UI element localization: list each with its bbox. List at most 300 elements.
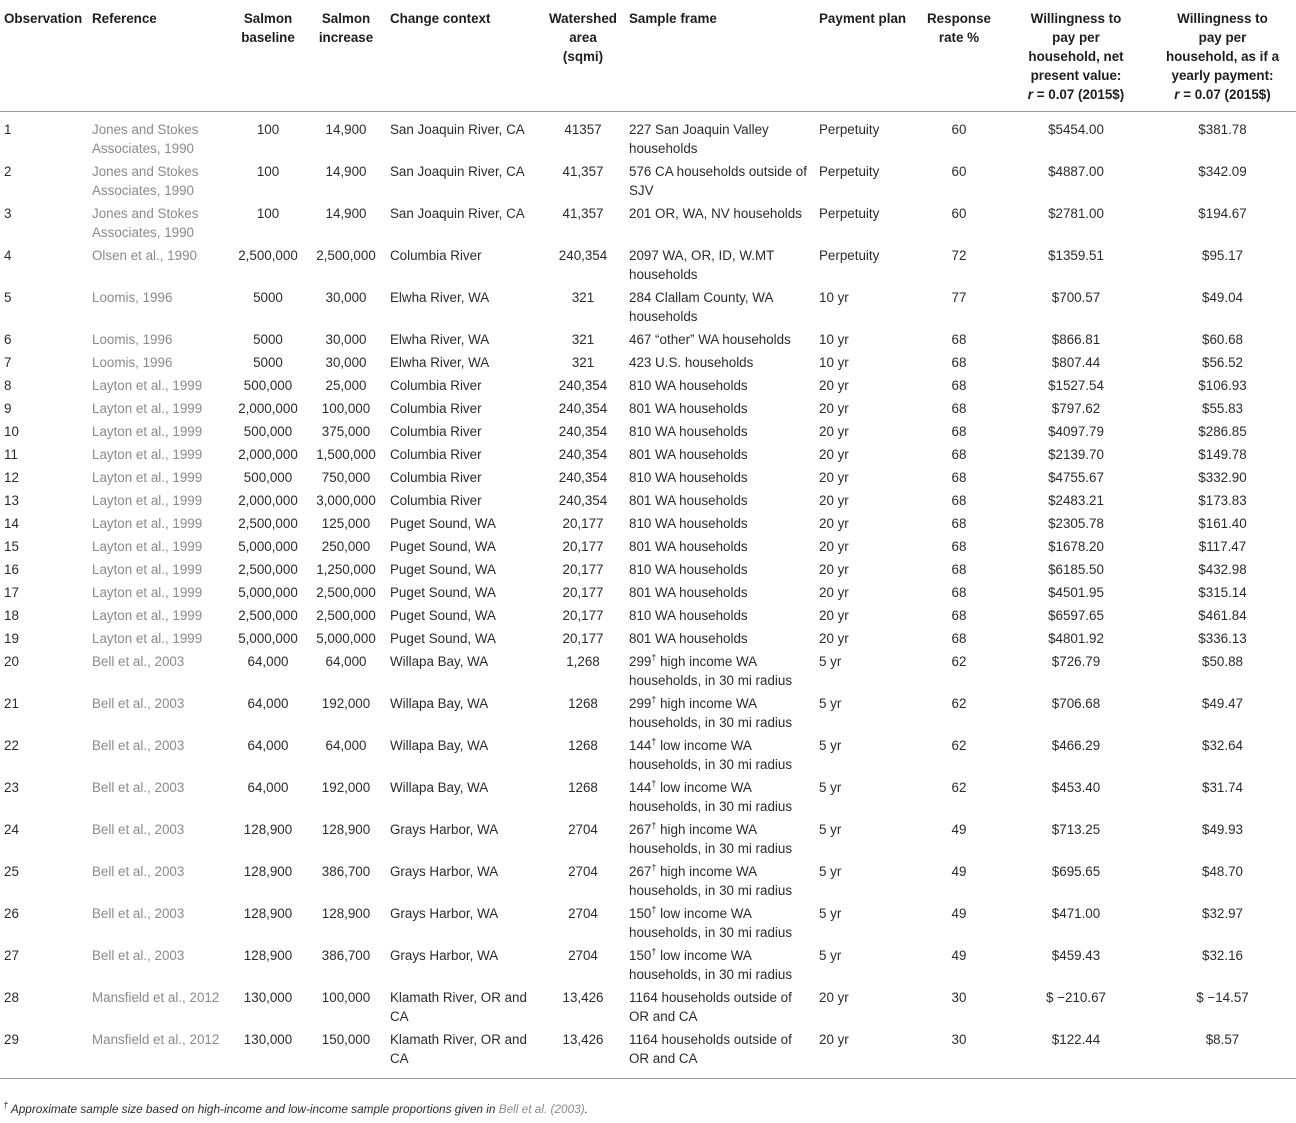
cell-change-context: Elwha River, WA [390,332,490,347]
cell-watershed-area: 1268 [568,780,598,795]
cell-reference[interactable]: Layton et al., 1999 [92,608,203,623]
dagger-mark: † [651,736,657,747]
dagger-mark: † [651,694,657,705]
cell-sample-frame [625,162,815,204]
cell-salmon-increase: 1,500,000 [316,447,376,462]
cell-reference[interactable]: Bell et al., 2003 [92,696,185,711]
cell-change-context: Willapa Bay, WA [390,696,489,711]
sample-frame-text: 150 [629,906,652,921]
cell-observation: 8 [4,378,12,393]
cell-salmon-increase: 125,000 [321,516,371,531]
cell-wtp-yearly: $286.85 [1198,424,1247,439]
cell-sample-frame [625,537,815,560]
cell-observation: 3 [4,206,12,221]
table-row [0,988,1296,1030]
cell-wtp-npv: $466.29 [1051,738,1101,753]
cell-response-rate: 68 [951,562,967,577]
cell-salmon-baseline: 2,500,000 [238,608,298,623]
sample-frame-text: 144 [629,780,652,795]
cell-wtp-npv: $6185.50 [1048,562,1104,577]
cell-watershed-area: 321 [571,290,595,305]
cell-wtp-yearly: $32.16 [1202,948,1243,963]
sample-frame-text: 810 WA households [629,608,748,623]
cell-reference[interactable]: Layton et al., 1999 [92,378,203,393]
cell-salmon-increase: 375,000 [321,424,371,439]
cell-wtp-yearly: $56.52 [1202,355,1243,370]
sample-frame-text: 801 WA households [629,401,748,416]
cell-payment-plan: 5 yr [819,780,842,795]
sample-frame-text: 810 WA households [629,562,748,577]
cell-salmon-increase: 14,900 [325,206,367,221]
cell-reference[interactable]: Layton et al., 1999 [92,447,203,462]
cell-salmon-increase: 2,500,000 [316,608,376,623]
cell-reference[interactable]: Bell et al., 2003 [92,654,185,669]
cell-wtp-npv: $4887.00 [1048,164,1104,179]
cell-reference[interactable]: Layton et al., 1999 [92,631,203,646]
cell-salmon-increase: 250,000 [321,539,371,554]
cell-wtp-npv: $2139.70 [1048,447,1104,462]
cell-payment-plan: 20 yr [819,631,849,646]
sample-frame-text: 201 OR, WA, NV households [629,206,802,221]
cell-salmon-increase: 128,900 [321,906,371,921]
table-row [0,353,1296,376]
cell-wtp-yearly: $342.09 [1198,164,1247,179]
cell-watershed-area: 13,426 [541,1030,625,1079]
cell-wtp-npv: $459.43 [1051,948,1101,963]
cell-salmon-increase: 192,000 [321,780,371,795]
cell-reference[interactable]: Bell et al., 2003 [92,906,185,921]
dagger-mark: † [651,820,657,831]
cell-watershed-area: 240,354 [558,493,608,508]
table-row [0,778,1296,820]
cell-wtp-npv: $1527.54 [1048,378,1104,393]
cell-response-rate: 68 [951,424,967,439]
cell-change-context: Elwha River, WA [390,290,490,305]
sample-frame-text: 801 WA households [629,493,748,508]
footnote-dagger: † [3,1100,9,1111]
cell-salmon-increase: 2,500,000 [316,248,376,263]
cell-wtp-yearly: $161.40 [1198,516,1247,531]
cell-salmon-baseline: 2,000,000 [238,401,298,416]
cell-wtp-yearly: $194.67 [1198,206,1247,221]
cell-response-rate: 62 [951,738,967,753]
cell-observation: 5 [4,290,12,305]
table-body [0,112,1296,1079]
sample-frame-text-rest: high income WA households, in 30 mi radius [629,654,793,688]
cell-salmon-increase: 386,700 [321,864,371,879]
cell-response-rate: 62 [951,654,967,669]
cell-salmon-baseline: 128,900 [243,822,293,837]
cell-reference[interactable]: Layton et al., 1999 [92,539,203,554]
cell-observation: 20 [4,654,19,669]
cell-salmon-baseline: 5000 [253,290,283,305]
cell-sample-frame [625,204,815,246]
table-row [0,162,1296,204]
cell-wtp-yearly: $48.70 [1202,864,1243,879]
cell-salmon-baseline: 5,000,000 [238,631,298,646]
cell-response-rate: 77 [951,290,967,305]
cell-wtp-yearly: $315.14 [1198,585,1247,600]
cell-sample-frame [625,246,815,288]
cell-response-rate: 68 [951,585,967,600]
cell-salmon-baseline: 100 [256,122,280,137]
header-sample-frame: Sample frame [625,0,815,112]
cell-watershed-area: 240,354 [558,378,608,393]
table-row [0,514,1296,537]
cell-reference[interactable]: Loomis, 1996 [92,290,173,305]
sample-frame-text: 1164 households outside of OR and CA [629,990,792,1024]
cell-change-context: Columbia River [390,493,482,508]
cell-wtp-npv: $866.81 [1051,332,1101,347]
cell-sample-frame [625,468,815,491]
cell-salmon-increase: 150,000 [306,1030,386,1079]
cell-wtp-npv: $122.44 [1003,1030,1149,1079]
cell-response-rate: 30 [915,1030,1003,1079]
cell-watershed-area: 41,357 [562,206,604,221]
cell-wtp-yearly: $106.93 [1198,378,1247,393]
cell-change-context: Grays Harbor, WA [390,948,499,963]
cell-response-rate: 68 [951,355,967,370]
cell-watershed-area: 240,354 [558,401,608,416]
cell-observation: 11 [4,447,18,462]
cell-wtp-npv: $2781.00 [1048,206,1104,221]
cell-salmon-increase: 5,000,000 [316,631,376,646]
cell-wtp-yearly: $381.78 [1198,122,1247,137]
cell-response-rate: 68 [951,608,967,623]
cell-reference[interactable]: Olsen et al., 1990 [92,248,197,263]
cell-wtp-yearly: $461.84 [1198,608,1247,623]
cell-watershed-area: 240,354 [558,470,608,485]
table-row [0,204,1296,246]
cell-sample-frame [625,583,815,606]
cell-reference[interactable]: Layton et al., 1999 [92,424,203,439]
table-row [0,399,1296,422]
cell-payment-plan: 5 yr [819,696,842,711]
cell-wtp-npv: $2483.21 [1048,493,1104,508]
cell-reference[interactable]: Mansfield et al., 2012 [88,1030,230,1079]
cell-change-context: Puget Sound, WA [390,631,496,646]
cell-sample-frame [625,946,815,988]
cell-payment-plan: 20 yr [819,401,849,416]
cell-observation: 14 [4,516,19,531]
table-row [0,537,1296,560]
cell-wtp-npv: $1678.20 [1048,539,1104,554]
cell-watershed-area: 1,268 [566,654,600,669]
cell-observation: 27 [4,948,19,963]
cell-observation: 24 [4,822,19,837]
cell-wtp-npv: $4801.92 [1048,631,1104,646]
cell-sample-frame [625,606,815,629]
cell-sample-frame [625,904,815,946]
sample-frame-text-rest: low income WA households, in 30 mi radius [629,906,793,940]
cell-reference[interactable]: Jones and Stokes Associates, 1990 [92,206,199,240]
cell-observation: 7 [4,355,12,370]
cell-sample-frame [625,988,815,1030]
cell-observation: 2 [4,164,12,179]
cell-change-context: Willapa Bay, WA [390,738,489,753]
cell-salmon-baseline: 64,000 [247,696,289,711]
cell-payment-plan: 10 yr [819,355,849,370]
header-change-context: Change context [386,0,541,112]
cell-salmon-baseline: 5000 [253,355,283,370]
table-row [0,629,1296,652]
sample-frame-text: 576 CA households outside of SJV [629,164,807,198]
table-row [0,694,1296,736]
cell-watershed-area: 1268 [568,696,598,711]
sample-frame-text: 423 U.S. households [629,355,754,370]
cell-change-context: Puget Sound, WA [390,516,496,531]
sample-frame-text: 2097 WA, OR, ID, W.MT households [629,248,775,282]
cell-salmon-increase: 386,700 [321,948,371,963]
cell-reference[interactable]: Mansfield et al., 2012 [92,990,220,1005]
cell-salmon-increase: 2,500,000 [316,585,376,600]
cell-payment-plan: 5 yr [819,738,842,753]
header-row [0,0,1296,112]
cell-payment-plan: Perpetuity [819,248,880,263]
cell-observation: 16 [4,562,19,577]
header-response-rate: Response rate % [915,0,1003,112]
cell-change-context: Puget Sound, WA [390,608,496,623]
cell-wtp-npv: $6597.65 [1048,608,1104,623]
cell-wtp-npv: $713.25 [1051,822,1101,837]
sample-frame-text: 1164 households outside of OR and CA [629,1032,792,1066]
cell-observation: 26 [4,906,19,921]
sample-frame-text-rest: low income WA households, in 30 mi radius [629,738,793,772]
cell-reference[interactable]: Layton et al., 1999 [92,401,203,416]
cell-reference[interactable]: Bell et al., 2003 [92,822,185,837]
cell-payment-plan: 20 yr [815,1030,915,1079]
cell-response-rate: 68 [951,516,967,531]
header-salmon-increase: Salmon increase [306,0,386,112]
cell-response-rate: 62 [951,696,967,711]
cell-salmon-increase: 30,000 [325,332,367,347]
cell-sample-frame [625,399,815,422]
cell-wtp-npv: $ −210.67 [1046,990,1106,1005]
sample-frame-text-rest: low income WA households, in 30 mi radius [629,780,793,814]
sample-frame-text-rest: high income WA households, in 30 mi radius [629,864,793,898]
sample-frame-text: 801 WA households [629,585,748,600]
cell-response-rate: 62 [951,780,967,795]
cell-reference[interactable]: Jones and Stokes Associates, 1990 [92,122,199,156]
cell-change-context: Columbia River [390,378,482,393]
cell-wtp-yearly: $117.47 [1198,539,1247,554]
cell-change-context: Grays Harbor, WA [390,864,499,879]
cell-salmon-increase: 14,900 [325,164,367,179]
cell-sample-frame [625,820,815,862]
cell-wtp-yearly: $49.93 [1202,822,1243,837]
cell-reference[interactable]: Bell et al., 2003 [92,864,185,879]
cell-response-rate: 49 [951,948,967,963]
cell-watershed-area: 321 [571,332,595,347]
footnote-reference-link[interactable]: Bell et al. (2003) [498,1102,585,1116]
dagger-mark: † [651,946,657,957]
cell-change-context: Willapa Bay, WA [390,780,489,795]
cell-watershed-area: 321 [571,355,595,370]
cell-salmon-baseline: 128,900 [243,948,293,963]
cell-response-rate: 49 [951,822,967,837]
cell-salmon-increase: 30,000 [325,290,367,305]
sample-frame-text: 267 [629,822,652,837]
cell-payment-plan: 20 yr [819,562,849,577]
cell-payment-plan: 10 yr [819,290,849,305]
cell-reference[interactable]: Bell et al., 2003 [92,948,185,963]
cell-watershed-area: 240,354 [558,447,608,462]
cell-salmon-baseline: 64,000 [247,654,289,669]
cell-response-rate: 68 [951,470,967,485]
table-row [0,606,1296,629]
cell-sample-frame [625,514,815,537]
table-row [0,652,1296,694]
cell-observation: 13 [4,493,19,508]
cell-wtp-yearly: $ −14.57 [1196,990,1249,1005]
cell-change-context: San Joaquin River, CA [390,122,525,137]
cell-salmon-increase: 64,000 [325,738,367,753]
cell-response-rate: 68 [951,332,967,347]
cell-response-rate: 30 [951,990,967,1005]
cell-observation: 18 [4,608,19,623]
cell-salmon-increase: 100,000 [321,990,371,1005]
sample-frame-text: 801 WA households [629,447,748,462]
cell-wtp-npv: $4097.79 [1048,424,1104,439]
cell-wtp-npv: $453.40 [1051,780,1101,795]
cell-salmon-increase: 25,000 [325,378,367,393]
sample-frame-text: 144 [629,738,652,753]
cell-sample-frame [625,422,815,445]
dagger-mark: † [651,778,657,789]
header-salmon-baseline: Salmon baseline [230,0,306,112]
cell-wtp-npv: $2305.78 [1048,516,1104,531]
cell-sample-frame [625,491,815,514]
cell-payment-plan: 20 yr [819,539,849,554]
cell-payment-plan: 20 yr [819,493,849,508]
cell-payment-plan: 5 yr [819,864,842,879]
cell-watershed-area: 1268 [568,738,598,753]
cell-wtp-yearly: $8.57 [1149,1030,1296,1079]
cell-wtp-npv: $700.57 [1051,290,1101,305]
cell-wtp-npv: $726.79 [1051,654,1101,669]
cell-wtp-npv: $807.44 [1051,355,1101,370]
table-row [0,445,1296,468]
cell-reference[interactable]: Bell et al., 2003 [92,738,185,753]
cell-reference[interactable]: Jones and Stokes Associates, 1990 [92,164,199,198]
cell-sample-frame [625,376,815,399]
cell-wtp-yearly: $55.83 [1202,401,1243,416]
cell-reference[interactable]: Layton et al., 1999 [92,562,203,577]
cell-change-context: Puget Sound, WA [390,585,496,600]
cell-change-context: Elwha River, WA [390,355,490,370]
cell-wtp-yearly: $332.90 [1198,470,1247,485]
sample-frame-text: 467 “other” WA households [629,332,791,347]
footnote-text: Approximate sample size based on high-income and low-income sample proportions given in [8,1102,499,1116]
cell-payment-plan: 20 yr [819,990,849,1005]
cell-wtp-yearly: $336.13 [1198,631,1247,646]
cell-payment-plan: 5 yr [819,654,842,669]
cell-wtp-yearly: $31.74 [1202,780,1243,795]
cell-sample-frame [625,736,815,778]
cell-reference[interactable]: Loomis, 1996 [92,332,173,347]
table-row [0,583,1296,606]
cell-change-context: Grays Harbor, WA [390,822,499,837]
cell-change-context: Columbia River [390,470,482,485]
table-row [0,376,1296,399]
cell-watershed-area: 2704 [568,822,598,837]
cell-salmon-baseline: 2,000,000 [238,447,298,462]
cell-change-context: Grays Harbor, WA [390,906,499,921]
cell-sample-frame [625,330,815,353]
dagger-mark: † [651,904,657,915]
cell-wtp-yearly: $173.83 [1198,493,1247,508]
footnote-end: . [584,1102,588,1116]
cell-sample-frame [625,652,815,694]
cell-reference[interactable]: Layton et al., 1999 [92,585,203,600]
cell-watershed-area: 41,357 [562,164,604,179]
sample-frame-text-rest: low income WA households, in 30 mi radius [629,948,793,982]
sample-frame-text: 284 Clallam County, WA households [629,290,773,324]
cell-salmon-baseline: 2,500,000 [238,562,298,577]
cell-watershed-area: 2704 [568,864,598,879]
cell-wtp-npv: $1359.51 [1048,248,1104,263]
cell-observation: 19 [4,631,19,646]
cell-wtp-npv: $471.00 [1051,906,1101,921]
cell-sample-frame [625,1030,815,1079]
cell-payment-plan: 5 yr [819,906,842,921]
cell-salmon-baseline: 128,900 [243,864,293,879]
cell-reference[interactable]: Layton et al., 1999 [92,493,203,508]
cell-watershed-area: 20,177 [562,608,604,623]
cell-response-rate: 60 [951,122,967,137]
table-row [0,112,1296,163]
table-row [0,491,1296,514]
cell-reference[interactable]: Layton et al., 1999 [92,516,203,531]
cell-salmon-baseline: 64,000 [247,780,289,795]
header-payment-plan: Payment plan [815,0,915,112]
cell-watershed-area: 20,177 [562,516,604,531]
header-wtp-npv: Willingness to pay per household, net present value: r = 0.07 (2015$) [1003,0,1149,112]
cell-wtp-yearly: $432.98 [1198,562,1247,577]
cell-reference[interactable]: Layton et al., 1999 [92,470,203,485]
cell-sample-frame [625,445,815,468]
cell-response-rate: 68 [951,539,967,554]
header-wtp-yearly: Willingness to pay per household, as if a yearly payment: r = 0.07 (2015$) [1149,0,1296,112]
cell-wtp-yearly: $49.04 [1202,290,1243,305]
cell-payment-plan: Perpetuity [819,122,880,137]
cell-sample-frame [625,288,815,330]
cell-payment-plan: Perpetuity [819,164,880,179]
cell-salmon-baseline: 500,000 [243,424,293,439]
cell-payment-plan: 20 yr [819,378,849,393]
cell-wtp-npv: $4755.67 [1048,470,1104,485]
cell-payment-plan: 5 yr [819,948,842,963]
table-row [0,904,1296,946]
cell-wtp-yearly: $50.88 [1202,654,1243,669]
cell-change-context: San Joaquin River, CA [390,206,525,221]
cell-salmon-baseline: 5,000,000 [238,585,298,600]
cell-reference[interactable]: Loomis, 1996 [92,355,173,370]
cell-watershed-area: 20,177 [562,631,604,646]
cell-change-context: Columbia River [390,424,482,439]
cell-watershed-area: 20,177 [562,539,604,554]
cell-sample-frame [625,629,815,652]
table-row [0,862,1296,904]
cell-observation: 21 [4,696,19,711]
sample-frame-text-rest: high income WA households, in 30 mi radius [629,822,793,856]
cell-observation: 22 [4,738,19,753]
cell-watershed-area: 240,354 [558,424,608,439]
cell-salmon-baseline: 2,000,000 [238,493,298,508]
cell-sample-frame [625,112,815,163]
cell-wtp-yearly: $60.68 [1202,332,1243,347]
cell-reference[interactable]: Bell et al., 2003 [92,780,185,795]
